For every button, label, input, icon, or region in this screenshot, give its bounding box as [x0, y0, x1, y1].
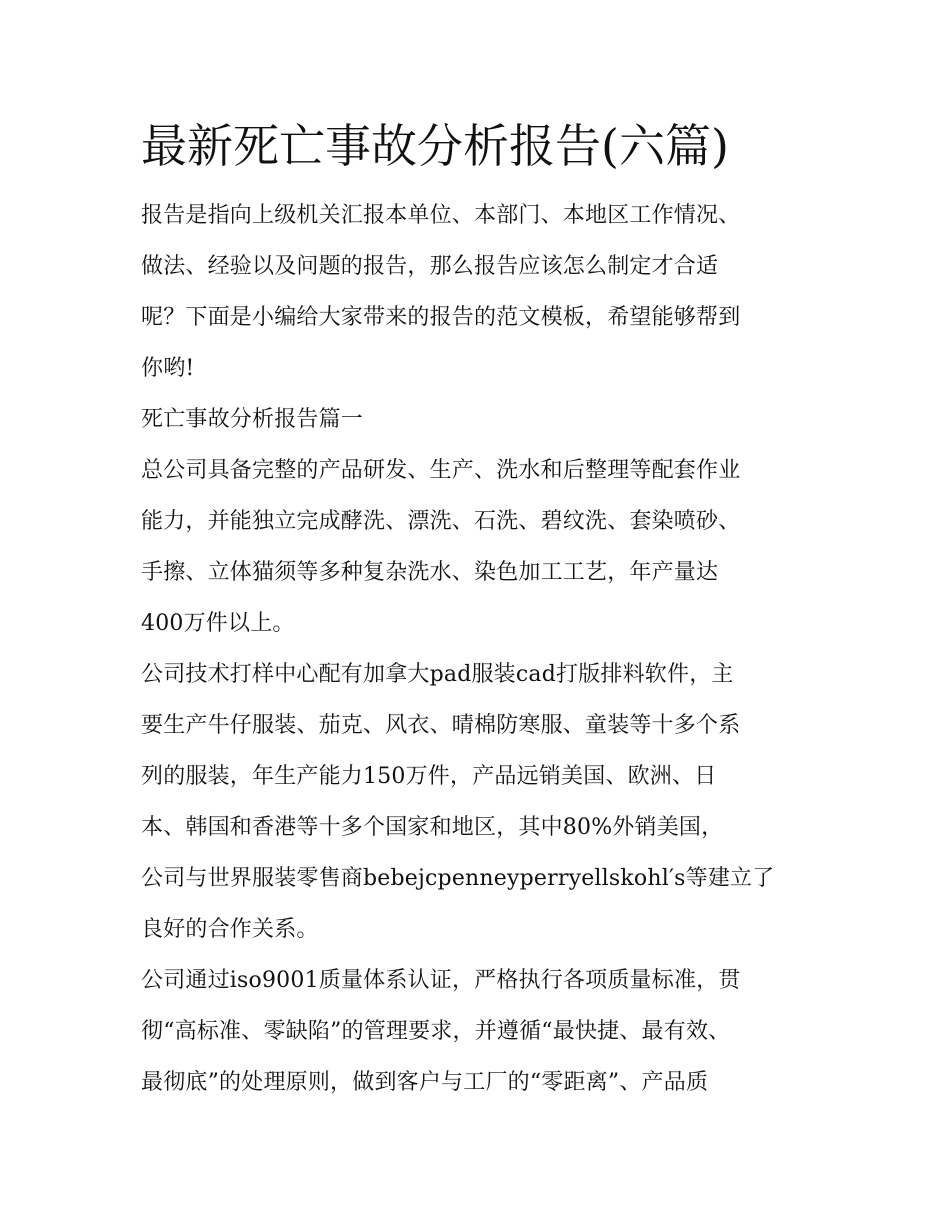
body-line: 要生产牛仔服装、茄克、风衣、晴棉防寒服、童装等十多个系: [141, 713, 741, 738]
body-line: 你哟!: [141, 356, 195, 381]
body-line: 手擦、立体猫须等多种复杂洗水、染色加工工艺，年产量达: [141, 560, 719, 585]
document-page: [141, 110, 821, 1108]
section-heading: 死亡事故分析报告篇一: [141, 407, 364, 432]
body-line: 呢？下面是小编给大家带来的报告的范文模板，希望能够帮到: [141, 305, 741, 330]
body-line: 良好的合作关系。: [141, 917, 319, 942]
body-line: 能力，并能独立完成酵洗、漂洗、石洗、碧纹洗、套染喷砂、: [141, 509, 741, 534]
body-line: 总公司具备完整的产品研发、生产、洗水和后整理等配套作业: [141, 458, 741, 483]
body-line: 公司与世界服装零售商bebejcpenneyperryellskohl′s等建立了: [141, 866, 775, 891]
document-title: 最新死亡事故分析报告(六篇): [141, 119, 729, 173]
body-line: 公司技术打样中心配有加拿大pad服装cad打版排料软件，主: [141, 662, 734, 687]
body-line: 公司通过iso9001质量体系认证，严格执行各项质量标准，贯: [141, 968, 741, 993]
body-line: 最彻底”的处理原则，做到客户与工厂的“零距离”、产品质: [141, 1070, 709, 1095]
body-line: 列的服装，年生产能力150万件，产品远销美国、欧洲、日: [141, 764, 717, 789]
body-line: 本、韩国和香港等十多个国家和地区，其中80%外销美国，: [141, 815, 724, 840]
body-line: 400万件以上。: [141, 611, 295, 636]
body-line: 彻“高标准、零缺陷”的管理要求，并遵循“最快捷、最有效、: [141, 1019, 731, 1044]
document-body: [141, 190, 821, 1108]
body-line: 报告是指向上级机关汇报本单位、本部门、本地区工作情况、: [141, 203, 741, 228]
body-line: 做法、经验以及问题的报告，那么报告应该怎么制定才合适: [141, 254, 719, 279]
